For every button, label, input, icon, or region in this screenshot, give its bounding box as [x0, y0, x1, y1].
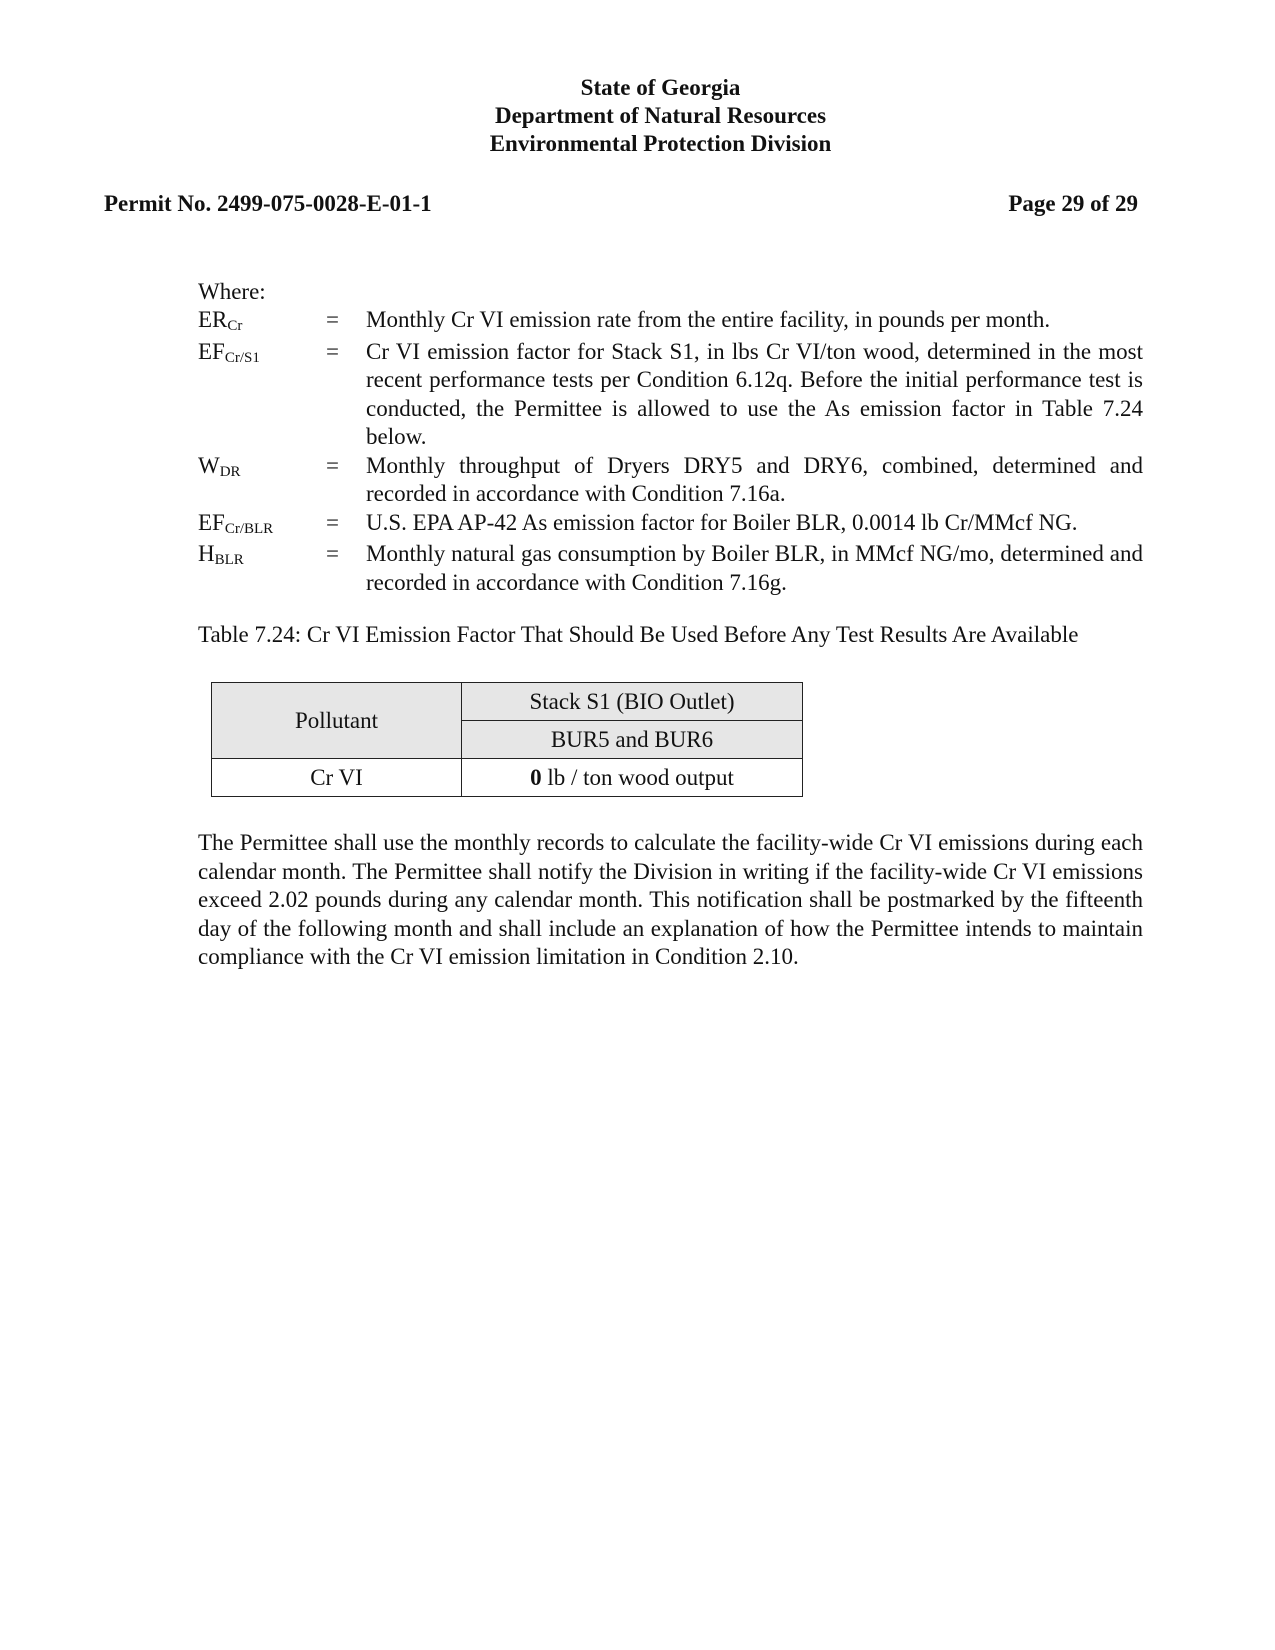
emission-factor-value: 0 [530, 764, 542, 790]
closing-paragraph: The Permittee shall use the monthly records to calculate the facility-wide Cr VI emissions during each calendar month. The Permittee shall notify the Division in writing if the facility-wide Cr VI emissions exceed 2.02 pounds during any calendar month. This notification shall be postmarked by the fifteenth day of the following month and shall include an explanation of how the Permittee intends to maintain compliance with the Cr VI emission limitation in Condition 2.10. [198, 830, 1143, 969]
table-header-row [212, 683, 803, 721]
definition-text: Monthly Cr VI emission rate from the entire facility, in pounds per month. [366, 307, 1051, 332]
equals-sign: = [326, 509, 339, 535]
definition-text: Monthly throughput of Dryers DRY5 and DRY6, combined, determined and recorded in accordance with Condition 7.16a. [366, 452, 1143, 506]
equals-sign: = [326, 541, 339, 566]
table-caption: Table 7.24: Cr VI Emission Factor That Should Be Used Before Any Test Results Are Available [198, 622, 1079, 647]
emission-factor-cell [462, 759, 803, 797]
header-line-state: State of Georgia [580, 75, 741, 100]
where-label: Where: [198, 279, 266, 304]
definition-text: Monthly natural gas consumption by Boiler BLR, in MMcf NG/mo, determined and recorded in accordance with Condition 7.16g. [366, 541, 1143, 595]
definition-row [198, 509, 1143, 541]
pollutant-header: Pollutant [212, 683, 462, 759]
page-number: Page 29 of 29 [1008, 191, 1138, 216]
table-row [212, 759, 803, 797]
definition-text: Cr VI emission factor for Stack S1, in lbs Cr VI/ton wood, determined in the most recent performance tests per Condition 6.12q. Before the initial performance test is conducted, the Permittee is allowed to use the As emission factor in Table 7.24 below. [366, 338, 1143, 449]
emission-factor-table [211, 682, 803, 797]
header-line-department: Department of Natural Resources [494, 103, 827, 128]
definition-row [198, 540, 1143, 597]
pollutant-cell: Cr VI [212, 759, 462, 797]
header-line-division: Environmental Protection Division [489, 131, 832, 156]
equals-sign: = [326, 452, 339, 478]
equals-sign: = [326, 307, 339, 332]
definition-term: $W_{DR}$ [198, 452, 241, 480]
definition-text: U.S. EPA AP-42 As emission factor for Boiler BLR, 0.0014 lb Cr/MMcf NG. [366, 509, 1078, 535]
equals-sign: = [326, 338, 339, 364]
definitions-list [198, 306, 1143, 597]
burners-header: BUR5 and BUR6 [462, 721, 803, 759]
stack-header: Stack S1 (BIO Outlet) [462, 683, 803, 721]
definition-row [198, 306, 1143, 338]
definition-term: $EF_{Cr/BLR}$ [198, 509, 274, 537]
permit-number: Permit No. 2499-075-0028-E-01-1 [104, 191, 432, 216]
definition-term: $EF_{Cr/S1}$ [198, 338, 260, 366]
definition-term: $ER_{Cr}$ [198, 307, 243, 334]
definition-term: $H_{BLR}$ [198, 541, 244, 568]
permit-info-line [104, 190, 1138, 218]
agency-header [0, 74, 1275, 158]
definition-row [198, 338, 1143, 452]
emission-factor-unit: lb / ton wood output [541, 764, 734, 790]
definition-row [198, 452, 1143, 509]
